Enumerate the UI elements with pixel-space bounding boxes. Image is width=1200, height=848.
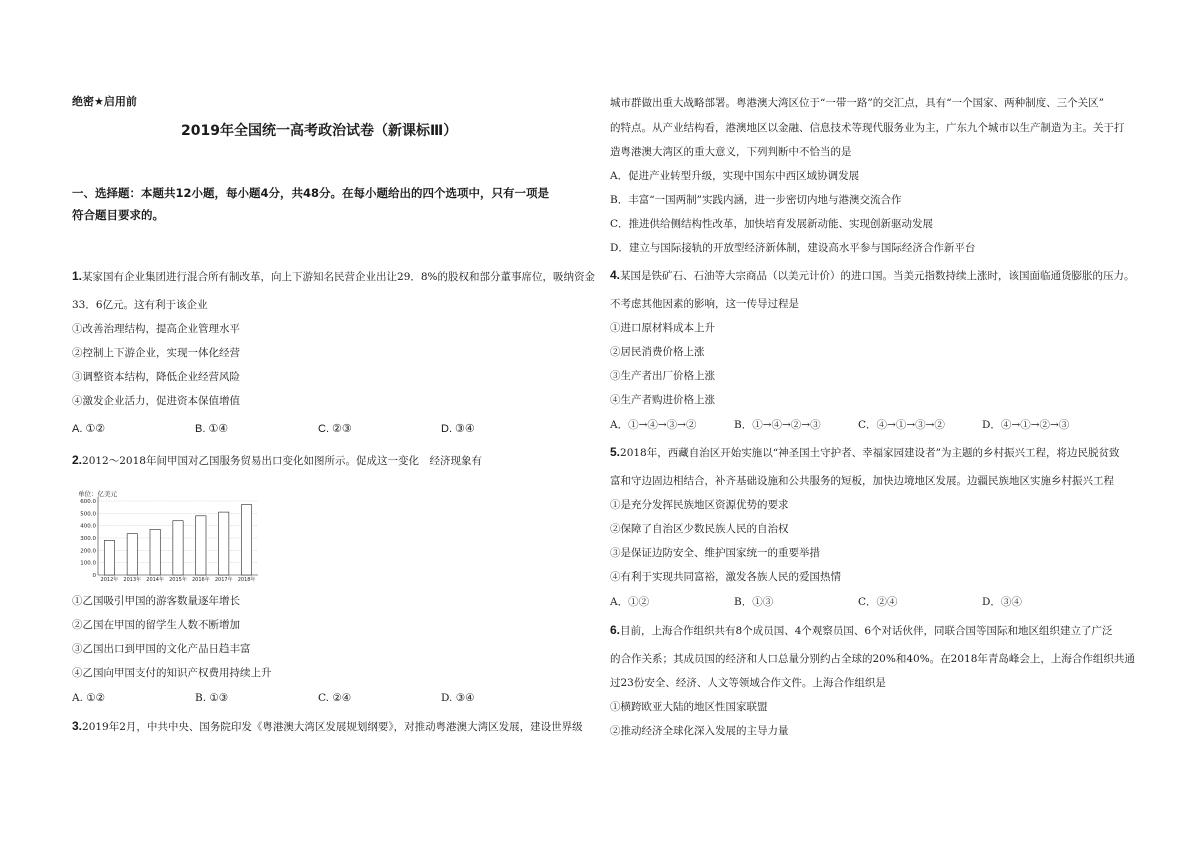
question-number: 4. xyxy=(610,268,621,282)
y-tick-label: 200.0 xyxy=(80,548,96,555)
option-b[interactable]: B. ①③ xyxy=(195,692,229,704)
x-tick-label: 2014年 xyxy=(146,577,165,583)
option-b[interactable]: B．①→④→②→③ xyxy=(734,419,821,431)
question-3-line2: 城市群做出重大战略部署。粤港澳大湾区位于“一带一路”的交汇点，具有“一个国家、两种制度、三个关区” xyxy=(610,97,1104,109)
option-c[interactable]: C．④→①→③→② xyxy=(858,419,945,431)
option-b[interactable]: B．①③ xyxy=(734,596,774,608)
confidential-label: 绝密★启用前 xyxy=(72,95,137,108)
question-6-line2: 的合作关系；其成员国的经济和人口总量分别约占全球的20%和40%。在2018年青岛峰会上，上海合作组织共通 xyxy=(610,653,1135,665)
option-c[interactable]: C. ②③ xyxy=(318,423,352,435)
question-3-line4: 造粤港澳大湾区的重大意义，下列判断中不恰当的是 xyxy=(610,146,852,158)
question-6-line1 xyxy=(610,623,1113,638)
question-5-item: ③是保证边防安全、维护国家统一的重要举措 xyxy=(610,547,820,559)
option-c[interactable]: C. ②④ xyxy=(318,692,352,704)
question-1-item: ①改善治理结构，提高企业管理水平 xyxy=(72,323,240,335)
question-3-line1 xyxy=(72,719,583,734)
x-tick-label: 2017年 xyxy=(214,577,233,583)
question-text: 2018年，西藏自治区开始实施以“神圣国土守护者、幸福家园建设者”为主题的乡村振兴工程，将边民脱贫致 xyxy=(620,447,1120,459)
x-tick-label: 2016年 xyxy=(191,577,210,583)
section-heading-line2: 符合题目要求的。 xyxy=(72,208,164,222)
question-2-item: ④乙国向甲国支付的知识产权费用持续上升 xyxy=(72,667,272,679)
y-tick-label: 400.0 xyxy=(80,523,96,530)
option-a[interactable]: A. ①② xyxy=(72,692,106,704)
option-c[interactable]: C．②④ xyxy=(858,596,898,608)
question-5-item: ①是充分发挥民族地区资源优势的要求 xyxy=(610,499,789,511)
option-a[interactable]: A．①② xyxy=(610,596,650,608)
question-text: 2012～2018年间甲国对乙国服务贸易出口变化如图所示。促成这一变化 经济现象有 xyxy=(82,455,482,467)
question-3-option-d[interactable]: D．建立与国际接轨的开放型经济新体制，建设高水平参与国际经济合作新平台 xyxy=(610,242,976,254)
question-3-option-c[interactable]: C．推进供给侧结构性改革，加快培育发展新动能、实现创新驱动发展 xyxy=(610,218,934,230)
question-number: 2. xyxy=(72,453,83,467)
question-text: 目前，上海合作组织共有8个成员国、4个观察员国、6个对话伙伴，同联合国等国际和地区组织建立了广泛 xyxy=(620,625,1113,637)
option-b[interactable]: B. ①④ xyxy=(195,423,229,435)
export-bar-chart xyxy=(72,487,262,587)
question-4-item: ①进口原材料成本上升 xyxy=(610,322,715,334)
y-tick-label: 300.0 xyxy=(80,536,96,542)
question-text: 2019年2月，中共中央、国务院印发《粤港澳大湾区发展规划纲要》，对推动粤港澳大湾区发展，建设世界级 xyxy=(82,721,583,733)
question-text: 某家国有企业集团进行混合所有制改革，向上下游知名民营企业出让29．8%的股权和部分董事席位，吸纳资金 xyxy=(82,271,596,283)
question-1-line2: 33．6亿元。这有利于该企业 xyxy=(72,299,208,311)
bar xyxy=(219,512,229,575)
question-number: 5. xyxy=(610,445,621,459)
question-5-item: ④有利于实现共同富裕，激发各族人民的爱国热情 xyxy=(610,571,841,583)
question-3-option-b[interactable]: B．丰富“一国两制”实践内涵，进一步密切内地与港澳交流合作 xyxy=(610,194,902,206)
bar xyxy=(241,505,251,575)
question-6-item: ②推动经济全球化深入发展的主导力量 xyxy=(610,725,789,737)
y-tick-label: 500.0 xyxy=(80,511,96,518)
x-tick-label: 2012年 xyxy=(100,577,119,583)
bar xyxy=(173,521,183,575)
bar xyxy=(150,529,160,575)
bar xyxy=(104,540,114,575)
question-2-item: ③乙国出口到甲国的文化产品日趋丰富 xyxy=(72,643,251,655)
question-3-line3: 的特点。从产业结构看，港澳地区以金融、信息技术等现代服务业为主，广东九个城市以生产制造为主。关于打 xyxy=(610,122,1125,134)
question-1-item: ④激发企业活力，促进资本保值增值 xyxy=(72,395,240,407)
question-1-line1 xyxy=(72,269,595,284)
option-d[interactable]: D. ③④ xyxy=(441,692,475,704)
question-text: 某国是铁矿石、石油等大宗商品（以美元计价）的进口国。当美元指数持续上涨时，该国面临通货膨胀的压力。 xyxy=(620,270,1135,282)
chart-title: 单位：亿美元 xyxy=(78,490,117,498)
option-d[interactable]: D. ③④ xyxy=(441,423,475,435)
x-tick-label: 2013年 xyxy=(123,577,142,583)
option-d[interactable]: D．③④ xyxy=(982,596,1022,608)
question-2-item: ②乙国在甲国的留学生人数不断增加 xyxy=(72,619,240,631)
question-number: 1. xyxy=(72,269,83,283)
question-6-line3: 过23份安全、经济、人文等领域合作文件。上海合作组织是 xyxy=(610,677,886,689)
y-tick-label: 600.0 xyxy=(80,499,96,505)
bar xyxy=(196,516,206,575)
question-5-line1 xyxy=(610,445,1119,460)
question-3-option-a[interactable]: A．促进产业转型升级，实现中国东中西区域协调发展 xyxy=(610,170,860,182)
question-6-item: ①横跨欧亚大陆的地区性国家联盟 xyxy=(610,701,768,713)
option-d[interactable]: D．④→①→②→③ xyxy=(982,419,1070,431)
y-tick-label: 0 xyxy=(92,573,96,579)
x-tick-label: 2015年 xyxy=(169,577,187,583)
question-4-item: ③生产者出厂价格上涨 xyxy=(610,370,715,382)
x-tick-label: 2018年 xyxy=(237,577,256,583)
question-4-line1 xyxy=(610,268,1135,283)
option-a[interactable]: A．①→④→③→② xyxy=(610,419,697,431)
question-number: 6. xyxy=(610,623,621,637)
question-4-item: ④生产者购进价格上涨 xyxy=(610,394,715,406)
section-heading-line1: 一、选择题：本题共12小题，每小题4分，共48分。在每小题给出的四个选项中，只有一项是 xyxy=(72,186,550,200)
y-tick-label: 100.0 xyxy=(80,560,96,567)
question-4-line2: 不考虑其他因素的影响，这一传导过程是 xyxy=(610,298,799,310)
question-2-line1 xyxy=(72,453,482,468)
question-5-item: ②保障了自治区少数民族人民的自治权 xyxy=(610,523,789,535)
question-number: 3. xyxy=(72,719,83,733)
page-title: 2019年全国统一高考政治试卷（新课标Ⅲ） xyxy=(181,123,458,139)
question-4-item: ②居民消费价格上涨 xyxy=(610,346,705,358)
bar xyxy=(127,534,137,575)
question-1-item: ②控制上下游企业，实现一体化经营 xyxy=(72,347,240,359)
option-a[interactable]: A. ①② xyxy=(72,423,106,435)
question-5-line2: 富和守边固边相结合，补齐基础设施和公共服务的短板，加快边境地区发展。边疆民族地区实施乡村振兴工程 xyxy=(610,475,1114,487)
question-2-item: ①乙国吸引甲国的游客数量逐年增长 xyxy=(72,595,240,607)
question-1-item: ③调整资本结构，降低企业经营风险 xyxy=(72,371,240,383)
